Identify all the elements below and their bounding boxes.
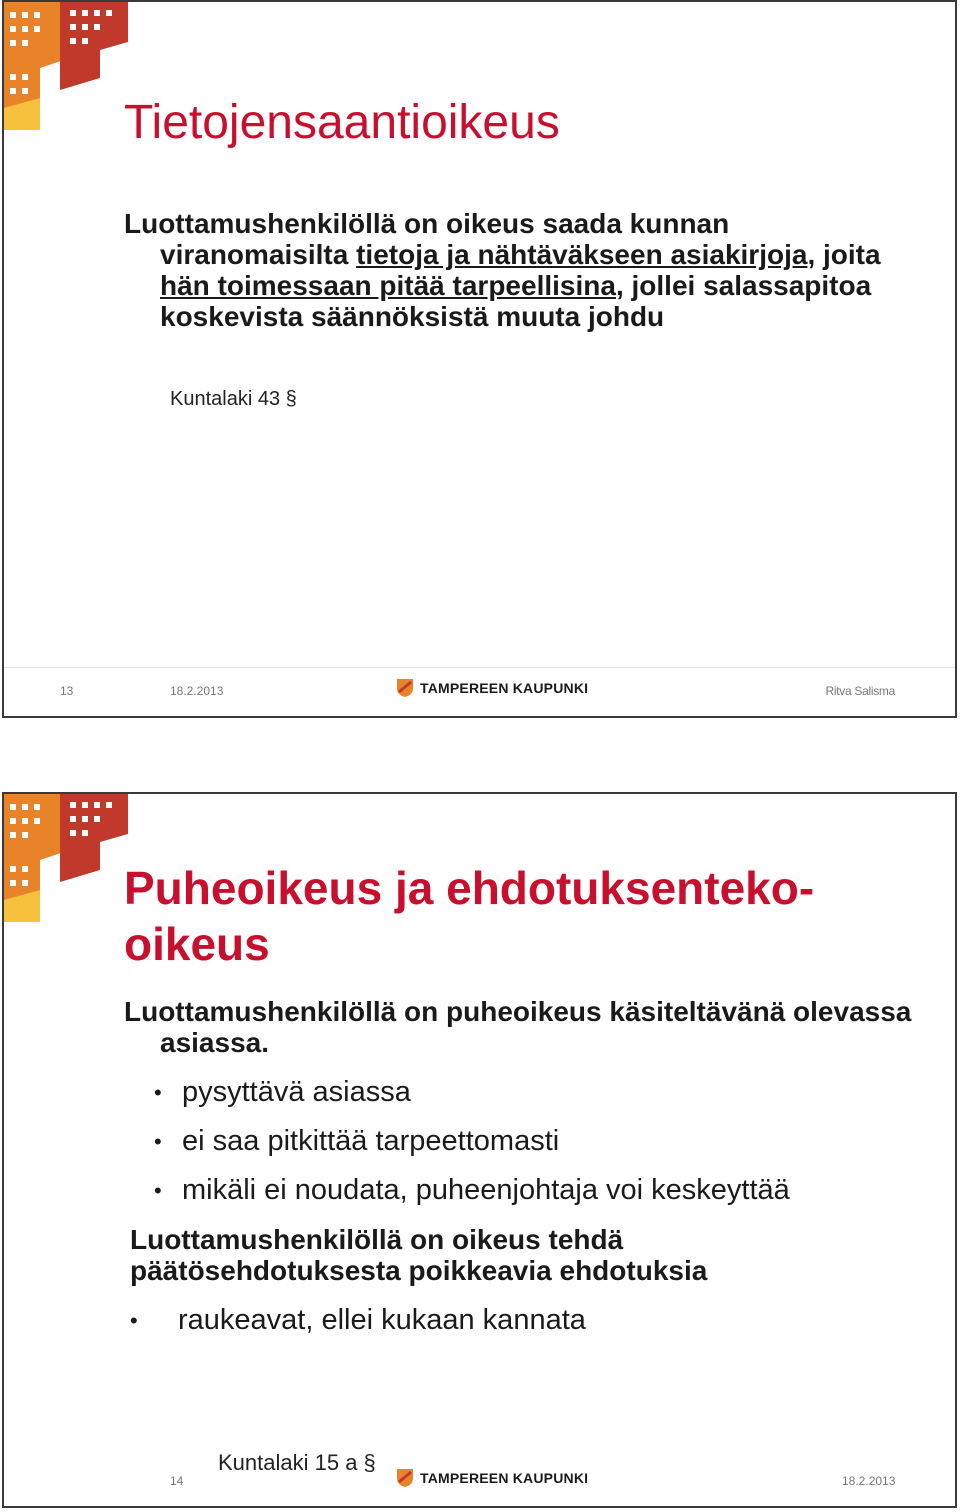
source-reference: Kuntalaki 43 § xyxy=(170,388,297,410)
bullet-list-2 xyxy=(130,1296,890,1345)
title-line: oikeus xyxy=(124,918,270,970)
decorative-pattern-icon xyxy=(2,0,140,138)
body-paragraph-1: Luottamushenkilöllä on puheoikeus käsiteltävänä olevassa asiassa. xyxy=(124,996,912,1058)
bullet-list-1 xyxy=(154,1068,914,1215)
list-item: • ei saa pitkittää tarpeettomasti xyxy=(154,1125,560,1157)
title-line: Puheoikeus ja ehdotuksenteko- xyxy=(124,862,815,914)
slide-footer xyxy=(4,1458,955,1506)
page-number: 14 xyxy=(170,1474,184,1488)
para-underlined: hän toimessaan pitää tarpeellisina xyxy=(160,270,616,301)
slide-title: Tietojensaantioikeus xyxy=(124,96,560,149)
slide-13 xyxy=(2,0,957,718)
list-item: • pysyttävä asiassa xyxy=(154,1076,411,1108)
footer-date: 18.2.2013 xyxy=(170,684,224,698)
slide-footer xyxy=(4,667,955,716)
coat-of-arms-icon xyxy=(396,1468,414,1488)
footer-date: 18.2.2013 xyxy=(842,1474,896,1488)
para-underlined: tietoja ja nähtäväkseen asiakirjoja xyxy=(356,239,808,270)
body-paragraph-2: Luottamushenkilöllä on oikeus tehdä päätösehdotuksesta poikkeavia ehdotuksia xyxy=(130,1224,708,1286)
para-text: , jollei salassapitoa koskevista säännöksistä muuta johdu xyxy=(160,270,872,332)
decorative-pattern-icon xyxy=(2,792,140,930)
slide-title xyxy=(124,860,814,972)
list-item: • mikäli ei noudata, puheenjohtaja voi keskeyttää xyxy=(154,1174,790,1206)
list-item: • raukeavat, ellei kukaan kannata xyxy=(130,1304,586,1336)
city-logo xyxy=(396,1468,588,1488)
footer-author: Ritva Salisma xyxy=(825,684,895,698)
para-text: , joita xyxy=(807,239,881,270)
coat-of-arms-icon xyxy=(396,678,414,698)
logo-text: TAMPEREEN KAUPUNKI xyxy=(420,680,589,696)
slide-14 xyxy=(2,792,957,1508)
body-paragraph xyxy=(124,208,884,332)
page-number: 13 xyxy=(60,684,74,698)
city-logo xyxy=(396,678,588,698)
source-reference: Kuntalaki 15 a § xyxy=(218,1450,376,1475)
logo-text: TAMPEREEN KAUPUNKI xyxy=(420,1470,589,1486)
para-text: Luottamushenkilöllä on oikeus saada kunnan viranomaisilta xyxy=(124,208,730,270)
